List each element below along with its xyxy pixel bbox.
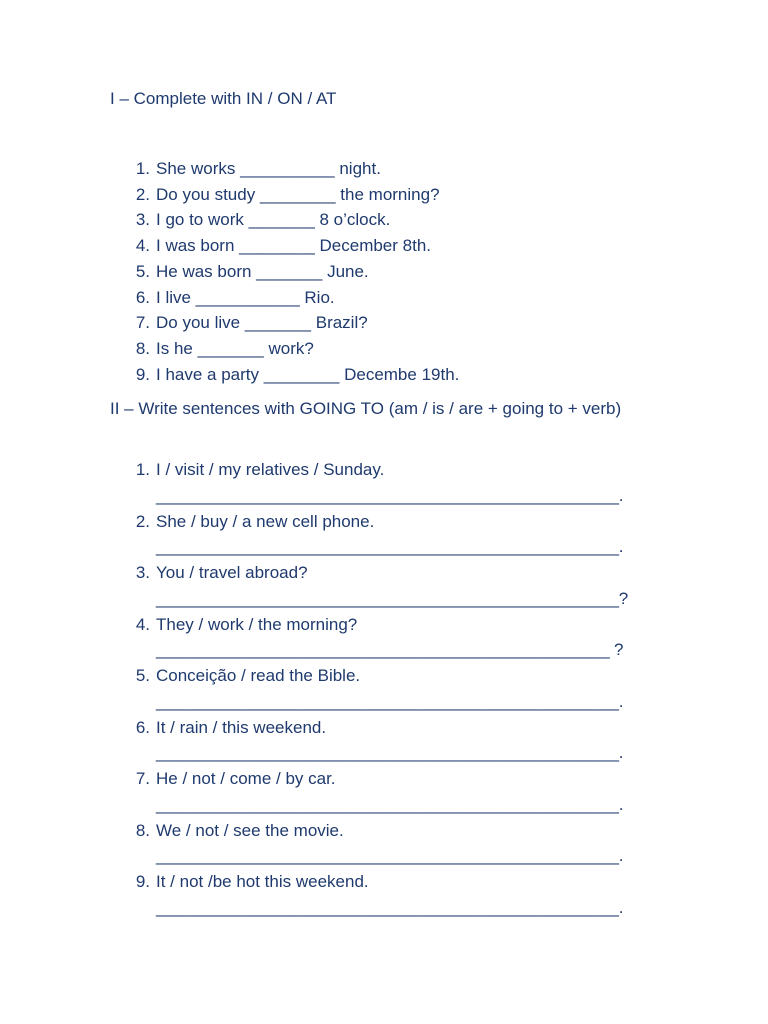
item-number: 4.: [135, 236, 150, 256]
list-item: [110, 509, 670, 561]
item-number: 5.: [135, 666, 150, 685]
item-prompt: It / rain / this weekend.: [156, 717, 327, 737]
section-1-list: [110, 156, 670, 387]
item-number: 3.: [135, 563, 150, 582]
item-number: 9.: [135, 364, 150, 384]
list-item: [110, 336, 670, 362]
item-prompt: We / not / see the movie.: [156, 820, 344, 840]
list-item: [110, 207, 670, 233]
answer-line: __________________________________________________.: [156, 897, 624, 917]
list-item: [110, 818, 670, 870]
item-prompt: She / buy / a new cell phone.: [156, 511, 375, 531]
item-text: I live ___________ Rio.: [156, 287, 335, 307]
list-item: [110, 612, 670, 664]
item-number: 7.: [135, 769, 150, 788]
item-number: 8.: [135, 338, 150, 358]
list-item: [110, 233, 670, 259]
item-number: 6.: [135, 287, 150, 307]
item-prompt: Conceição / read the Bible.: [156, 666, 361, 685]
list-item: [110, 560, 670, 612]
answer-line: __________________________________________________.: [156, 537, 624, 557]
list-item: [110, 766, 670, 818]
answer-line: __________________________________________________.: [156, 743, 624, 763]
item-number: 5.: [135, 261, 150, 281]
item-text: I go to work _______ 8 o’clock.: [156, 210, 391, 230]
item-prompt: I / visit / my relatives / Sunday.: [156, 460, 385, 479]
item-prompt: They / work / the morning?: [156, 614, 358, 634]
item-number: 7.: [135, 313, 150, 333]
item-text: He was born _______ June.: [156, 261, 369, 281]
item-number: 1.: [135, 159, 150, 178]
item-number: 2.: [135, 184, 150, 204]
item-number: 9.: [135, 872, 150, 891]
list-item: [110, 156, 670, 182]
answer-line: _________________________________________________ ?: [156, 640, 624, 660]
list-item: [110, 285, 670, 311]
answer-line: __________________________________________________.: [156, 485, 624, 505]
item-text: Do you live _______ Brazil?: [156, 313, 368, 333]
item-number: 1.: [135, 460, 150, 479]
item-number: 8.: [135, 820, 150, 840]
section-1-heading: I – Complete with IN / ON / AT: [110, 89, 337, 108]
item-text: Do you study ________ the morning?: [156, 184, 440, 204]
answer-line: __________________________________________________.: [156, 794, 624, 814]
section-2-heading: II – Write sentences with GOING TO (am / is / are + going to + verb): [110, 399, 622, 418]
answer-line: __________________________________________________?: [156, 588, 628, 608]
item-prompt: He / not / come / by car.: [156, 769, 336, 788]
list-item: [110, 457, 670, 509]
item-text: I have a party ________ Decembe 19th.: [156, 364, 460, 384]
list-item: [110, 362, 670, 388]
item-number: 4.: [135, 614, 150, 634]
list-item: [110, 310, 670, 336]
item-text: Is he _______ work?: [156, 338, 314, 358]
list-item: [110, 259, 670, 285]
list-item: [110, 663, 670, 715]
item-prompt: It / not /be hot this weekend.: [156, 872, 369, 891]
list-item: [110, 869, 670, 921]
item-text: I was born ________ December 8th.: [156, 236, 432, 256]
answer-line: __________________________________________________.: [156, 691, 624, 711]
list-item: [110, 715, 670, 767]
answer-line: __________________________________________________.: [156, 846, 624, 866]
item-prompt: You / travel abroad?: [156, 563, 308, 582]
item-number: 6.: [135, 717, 150, 737]
list-item: [110, 182, 670, 208]
section-2-list: [110, 457, 670, 921]
item-text: She works __________ night.: [156, 159, 381, 178]
item-number: 2.: [135, 511, 150, 531]
item-number: 3.: [135, 210, 150, 230]
